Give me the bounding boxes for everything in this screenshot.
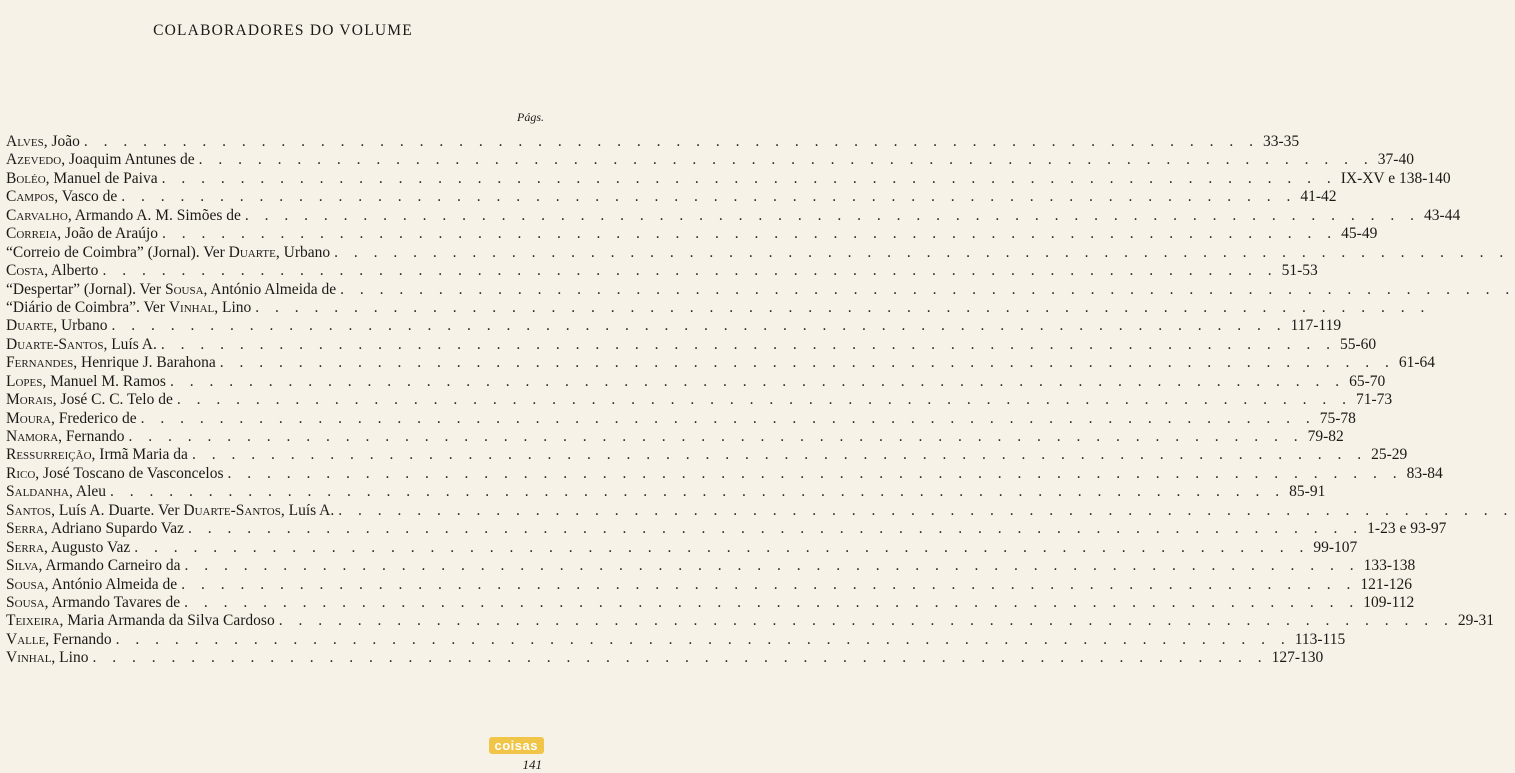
dot-leader: . . . . . . . . . . . . . . . . . . . . . . . . . . . . . . . . . . . . . . . . . . . . . . . . . . . . . . . . . . . . [169, 372, 1346, 390]
entry-pages: 133-138 [1363, 557, 1416, 575]
entry-surname: Fernandes [6, 354, 74, 372]
entry-name [6, 133, 80, 151]
dot-leader: . . . . . . . . . . . . . . . . . . . . . . . . . . . . . . . . . . . . . . . . . . . . . . . . . . . . . . . . . . . . [115, 630, 1291, 648]
dot-leader: . . . . . . . . . . . . . . . . . . . . . . . . . . . . . . . . . . . . . . . . . . . . . . . . . . . . . . . . . . . . [244, 206, 1421, 224]
dot-leader: . . . . . . . . . . . . . . . . . . . . . . . . . . . . . . . . . . . . . . . . . . . . . . . . . . . . . . . . . . . . [184, 593, 1360, 611]
entry-surname: Serra [6, 520, 44, 538]
entry-pages: 37-40 [1377, 151, 1414, 169]
dot-leader: . . . . . . . . . . . . . . . . . . . . . . . . . . . . . . . . . . . . . . . . . . . . . . . . . . . . . . . . . . . . [219, 354, 1395, 372]
entry-surname: Valle [6, 630, 46, 648]
entry-pages: 51-53 [1281, 262, 1318, 280]
dot-leader: . . . . . . . . . . . . . . . . . . . . . . . . . . . . . . . . . . . . . . . . . . . . . . . . . . . . . . . . . . . . [92, 649, 1268, 667]
cross-reference-surname: Sousa [164, 280, 204, 298]
dot-leader: . . . . . . . . . . . . . . . . . . . . . . . . . . . . . . . . . . . . . . . . . . . . . . . . . . . . . . . . . . . . [188, 520, 1364, 538]
entry-name [6, 649, 88, 667]
index-entry [6, 206, 1461, 225]
entry-surname: Duarte [6, 317, 54, 335]
entry-name [6, 207, 241, 225]
entry-name [6, 465, 223, 483]
entry-name [6, 317, 107, 335]
entry-given-names: , António Almeida de [44, 575, 178, 593]
index-entry [6, 464, 1443, 483]
index-entry [6, 649, 1324, 667]
dot-leader: . . . . . . . . . . . . . . . . . . . . . . . . . . . . . . . . . . . . . . . . . . . . . . . . . . . . . . . . . . . . [340, 280, 1515, 298]
dot-leader: . . . . . . . . . . . . . . . . . . . . . . . . . . . . . . . . . . . . . . . . . . . . . . . . . . . . . . . . . . . . [198, 151, 1374, 169]
entry-given-names: , Frederico de [50, 409, 137, 427]
entry-surname: Correia [6, 225, 58, 243]
entry-name [6, 612, 275, 630]
index-entry [6, 575, 1412, 594]
index-entry [6, 428, 1344, 446]
cross-reference-rest: , Luís A. [280, 501, 335, 519]
index-entry [6, 630, 1346, 649]
entry-pages: 45-49 [1341, 225, 1378, 243]
index-entry [6, 354, 1436, 372]
entry-surname: Silva [6, 557, 39, 575]
index-entry [6, 501, 1514, 520]
page-title: COLABORADORES DO VOLUME [153, 22, 413, 39]
dot-leader: . . . . . . . . . . . . . . . . . . . . . . . . . . . . . . . . . . . . . . . . . . . . . . . . . . . . . . . . . . . . [184, 557, 1360, 575]
index-entry [6, 298, 1431, 317]
dot-leader: . . . . . . . . . . . . . . . . . . . . . . . . . . . . . . . . . . . . . . . . . . . . . . . . . . . . . . . . . . . . [278, 612, 1454, 630]
entry-name [6, 281, 336, 299]
site-watermark: coisas [489, 737, 544, 754]
entry-pages: 83-84 [1406, 464, 1443, 482]
dot-leader: . . . . . . . . . . . . . . . . . . . . . . . . . . . . . . . . . . . . . . . . . . . . . . . . . . . . . . . . . . . . [83, 133, 1259, 150]
entry-given-names: , Vasco de [54, 188, 118, 206]
entry-surname: Lopes [6, 372, 43, 390]
index-entry [6, 133, 1300, 151]
entry-given-names: , Urbano [53, 317, 108, 335]
entry-pages: 1-23 e 93-97 [1367, 520, 1447, 538]
entry-pages: 41-42 [1300, 188, 1337, 206]
dot-leader: . . . . . . . . . . . . . . . . . . . . . . . . . . . . . . . . . . . . . . . . . . . . . . . . . . . . . . . . . . . . [128, 428, 1304, 445]
entry-given-names: , Joaquim Antunes de [61, 151, 195, 169]
entry-given-names: “Correio de Coimbra” (Jornal). Ver [6, 243, 229, 261]
dot-leader: . . . . . . . . . . . . . . . . . . . . . . . . . . . . . . . . . . . . . . . . . . . . . . . . . . . . . . . . . . . . [134, 538, 1310, 556]
entry-name [6, 539, 130, 557]
dot-leader: . . . . . . . . . . . . . . . . . . . . . . . . . . . . . . . . . . . . . . . . . . . . . . . . . . . . . . . . . . . . [338, 501, 1514, 519]
entry-name [6, 373, 166, 391]
entry-name [6, 631, 112, 649]
entry-surname: Namora [6, 428, 59, 445]
pages-column-header: Págs. [517, 110, 544, 124]
entry-name [6, 262, 98, 280]
entry-name [6, 170, 158, 188]
entry-surname: Moura [6, 409, 51, 427]
cross-reference-rest: , António Almeida de [203, 280, 337, 298]
entry-surname: Duarte-Santos [6, 335, 104, 353]
index-entry [6, 243, 1510, 262]
entry-surname: Ressurreição [6, 446, 92, 464]
entry-given-names: , José Toscano de Vasconcelos [35, 464, 224, 482]
entry-surname: Vinhal [6, 649, 52, 667]
index-entry [6, 335, 1377, 354]
dot-leader: . . . . . . . . . . . . . . . . . . . . . . . . . . . . . . . . . . . . . . . . . . . . . . . . . . . . . . . . . . . . [176, 391, 1352, 409]
entry-given-names: , Manuel M. Ramos [42, 372, 166, 390]
entry-name [6, 225, 158, 243]
entry-given-names: , Augusto Vaz [43, 538, 131, 556]
entry-given-names: , Lino [51, 649, 89, 667]
entry-pages: 85-91 [1289, 483, 1326, 501]
dot-leader: . . . . . . . . . . . . . . . . . . . . . . . . . . . . . . . . . . . . . . . . . . . . . . . . . . . . . . . . . . . . [181, 575, 1357, 593]
entry-name [6, 244, 330, 262]
entry-surname: Carvalho [6, 206, 68, 224]
entry-given-names: , Aleu [69, 483, 107, 501]
index-entry [6, 391, 1393, 409]
entry-name [6, 502, 334, 520]
entry-surname: Boléo [6, 169, 46, 187]
entry-surname: Alves [6, 133, 44, 150]
entry-given-names: , João [43, 133, 80, 150]
entry-surname: Sousa [6, 575, 45, 593]
entry-given-names: , Irmã Maria da [91, 446, 188, 464]
entry-pages: 75-78 [1319, 409, 1356, 427]
entry-given-names: “Diário de Coimbra”. Ver [6, 298, 169, 316]
dot-leader: . . . . . . . . . . . . . . . . . . . . . . . . . . . . . . . . . . . . . . . . . . . . . . . . . . . . . . . . . . . . [334, 243, 1510, 261]
entry-given-names: , Fernando [45, 630, 112, 648]
index-entry [6, 317, 1342, 335]
dot-leader: . . . . . . . . . . . . . . . . . . . . . . . . . . . . . . . . . . . . . . . . . . . . . . . . . . . . . . . . . . . . [111, 317, 1287, 335]
entry-pages: 33-35 [1262, 133, 1300, 150]
cross-reference-rest: , Lino [214, 298, 252, 316]
dot-leader: . . . . . . . . . . . . . . . . . . . . . . . . . . . . . . . . . . . . . . . . . . . . . . . . . . . . . . . . . . . . [140, 409, 1316, 427]
cross-reference-surname: Duarte-Santos [183, 501, 281, 519]
contributors-index-list [6, 133, 1515, 668]
index-entry [6, 188, 1337, 206]
entry-name [6, 188, 117, 206]
index-entry [6, 409, 1356, 428]
entry-given-names: , Armando Carneiro da [38, 557, 181, 575]
dot-leader: . . . . . . . . . . . . . . . . . . . . . . . . . . . . . . . . . . . . . . . . . . . . . . . . . . . . . . . . . . . . [191, 446, 1368, 464]
entry-given-names: , Armando A. M. Simões de [67, 206, 241, 224]
index-entry [6, 280, 1515, 299]
dot-leader: . . . . . . . . . . . . . . . . . . . . . . . . . . . . . . . . . . . . . . . . . . . . . . . . . . . . . . . . . . . . [121, 188, 1297, 206]
entry-given-names: , Luís A. Duarte. Ver [51, 501, 184, 519]
entry-surname: Campos [6, 188, 55, 206]
entry-pages: IX-XV e 138-140 [1340, 169, 1451, 187]
dot-leader: . . . . . . . . . . . . . . . . . . . . . . . . . . . . . . . . . . . . . . . . . . . . . . . . . . . . . . . . . . . . [162, 225, 1338, 243]
entry-name [6, 354, 216, 372]
entry-name [6, 151, 195, 169]
entry-pages: 109-112 [1363, 593, 1415, 611]
entry-pages: 25-29 [1371, 446, 1408, 464]
entry-surname: Santos [6, 501, 52, 519]
entry-name [6, 576, 177, 594]
entry-given-names: , José C. C. Telo de [52, 391, 173, 409]
entry-given-names: , Adriano Supardo Vaz [43, 520, 185, 538]
index-entry [6, 169, 1451, 188]
index-entry [6, 557, 1416, 575]
dot-leader: . . . . . . . . . . . . . . . . . . . . . . . . . . . . . . . . . . . . . . . . . . . . . . . . . . . . . . . . . . . . [255, 298, 1431, 316]
entry-name [6, 391, 173, 409]
page-number: 141 [522, 757, 542, 772]
index-entry [6, 151, 1414, 169]
entry-pages: 43-44 [1424, 206, 1461, 224]
entry-pages: 117-119 [1290, 317, 1342, 335]
entry-pages: 55-60 [1339, 335, 1377, 353]
entry-surname: Rico [6, 464, 36, 482]
index-entry [6, 483, 1326, 501]
entry-pages: 99-107 [1313, 538, 1358, 556]
dot-leader: . . . . . . . . . . . . . . . . . . . . . . . . . . . . . . . . . . . . . . . . . . . . . . . . . . . . . . . . . . . . [102, 262, 1278, 280]
entry-given-names: “Despertar” (Jornal). Ver [6, 280, 165, 298]
entry-name [6, 446, 188, 464]
cross-reference-rest: , Urbano [275, 243, 331, 261]
entry-given-names: , Fernando [58, 428, 125, 445]
index-entry [6, 262, 1318, 280]
index-entry [6, 612, 1494, 630]
entry-name [6, 483, 106, 501]
entry-surname: Serra [6, 538, 44, 556]
entry-given-names: , Manuel de Paiva [45, 169, 158, 187]
entry-pages: 113-115 [1294, 630, 1346, 648]
entry-given-names: , João de Araújo [57, 225, 159, 243]
entry-name [6, 557, 181, 575]
entry-pages: 121-126 [1360, 575, 1412, 593]
entry-given-names: , Armando Tavares de [44, 593, 181, 611]
entry-surname: Costa [6, 262, 45, 280]
cross-reference-surname: Duarte [228, 243, 276, 261]
entry-surname: Azevedo [6, 151, 62, 169]
index-entry [6, 520, 1447, 538]
index-entry [6, 538, 1358, 557]
entry-name [6, 410, 137, 428]
entry-given-names: , Luís A. [103, 335, 157, 353]
entry-name [6, 594, 180, 612]
entry-pages: 65-70 [1349, 372, 1386, 390]
index-entry [6, 446, 1408, 464]
dot-leader: . . . . . . . . . . . . . . . . . . . . . . . . . . . . . . . . . . . . . . . . . . . . . . . . . . . . . . . . . . . . [160, 335, 1336, 353]
entry-name [6, 299, 251, 317]
index-entry [6, 225, 1378, 243]
index-entry [6, 593, 1415, 612]
entry-given-names: , Alberto [44, 262, 99, 280]
entry-pages: 79-82 [1307, 428, 1344, 445]
entry-name [6, 336, 157, 354]
entry-pages: 29-31 [1457, 612, 1494, 630]
entry-pages: 71-73 [1355, 391, 1393, 409]
entry-name [6, 520, 184, 538]
entry-pages: 127-130 [1271, 649, 1324, 667]
dot-leader: . . . . . . . . . . . . . . . . . . . . . . . . . . . . . . . . . . . . . . . . . . . . . . . . . . . . . . . . . . . . [161, 169, 1337, 187]
entry-name [6, 428, 124, 446]
entry-surname: Morais [6, 391, 53, 409]
cross-reference-surname: Vinhal [168, 298, 215, 316]
index-entry [6, 372, 1386, 391]
entry-pages: 61-64 [1398, 354, 1436, 372]
dot-leader: . . . . . . . . . . . . . . . . . . . . . . . . . . . . . . . . . . . . . . . . . . . . . . . . . . . . . . . . . . . . [110, 483, 1286, 501]
entry-given-names: , Henrique J. Barahona [73, 354, 216, 372]
entry-surname: Sousa [6, 593, 45, 611]
entry-surname: Saldanha [6, 483, 70, 501]
entry-given-names: , Maria Armanda da Silva Cardoso [59, 612, 275, 630]
entry-surname: Teixeira [6, 612, 60, 630]
dot-leader: . . . . . . . . . . . . . . . . . . . . . . . . . . . . . . . . . . . . . . . . . . . . . . . . . . . . . . . . . . . . [227, 464, 1403, 482]
